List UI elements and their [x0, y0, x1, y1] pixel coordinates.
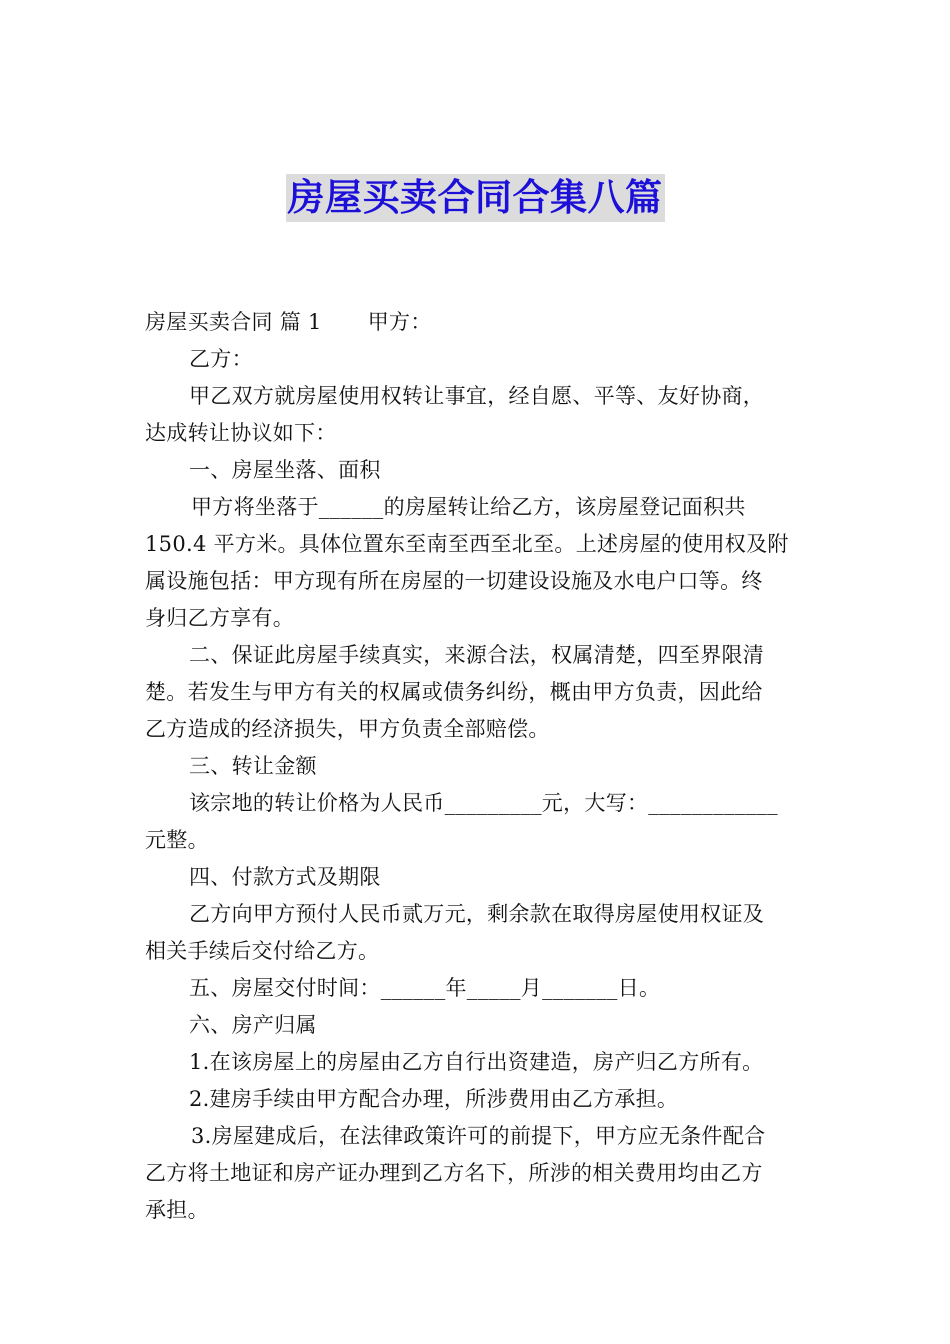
clause-heading: 六、房产归属 — [189, 1013, 317, 1037]
list-item: 1.在该房屋上的房屋由乙方自行出资建造，房产归乙方所有。 — [189, 1050, 764, 1074]
paragraph-line: 达成转让协议如下： — [145, 421, 337, 445]
list-item: 3.房屋建成后，在法律政策许可的前提下，甲方应无条件配合 — [191, 1124, 766, 1148]
paragraph-line: 属设施包括：甲方现有所在房屋的一切建设设施及水电户口等。终 — [145, 569, 763, 593]
paragraph-line: 相关手续后交付给乙方。 — [145, 939, 380, 963]
title-wrapper — [0, 174, 950, 222]
paragraph-line: 楚。若发生与甲方有关的权属或债务纠纷，概由甲方负责，因此给 — [145, 680, 763, 704]
clause-heading: 三、转让金额 — [189, 754, 317, 778]
party-b-label: 乙方： — [189, 347, 253, 371]
clause-paragraph: 五、房屋交付时间：______年_____月_______日。 — [189, 976, 661, 1000]
clause-paragraph: 二、保证此房屋手续真实，来源合法，权属清楚，四至界限清 — [189, 643, 765, 667]
paragraph-line: 150.4 平方米。具体位置东至南至西至北至。上述房屋的使用权及附 — [145, 532, 789, 556]
clause-heading: 一、房屋坐落、面积 — [189, 458, 381, 482]
paragraph-line: 乙方将土地证和房产证办理到乙方名下，所涉的相关费用均由乙方 — [145, 1161, 763, 1185]
clause-heading: 四、付款方式及期限 — [189, 865, 381, 889]
section-heading-line — [145, 304, 809, 341]
party-a-label: 甲方： — [367, 310, 432, 334]
section-heading: 房屋买卖合同 篇 1 — [145, 310, 322, 334]
paragraph-line: 甲乙双方就房屋使用权转让事宜，经自愿、平等、友好协商， — [189, 384, 765, 408]
list-item: 2.建房手续由甲方配合办理，所涉费用由乙方承担。 — [189, 1087, 679, 1111]
paragraph-line: 身归乙方享有。 — [145, 606, 295, 630]
document-title: 房屋买卖合同合集八篇 — [286, 174, 665, 222]
paragraph-line: 该宗地的转让价格为人民币_________元，大写：____________ — [189, 791, 778, 815]
paragraph-line: 甲方将坐落于______的房屋转让给乙方，该房屋登记面积共 — [191, 495, 746, 519]
document-body — [145, 304, 809, 1229]
paragraph-line: 乙方造成的经济损失，甲方负责全部赔偿。 — [145, 717, 550, 741]
paragraph-line: 承担。 — [145, 1198, 209, 1222]
paragraph-line: 元整。 — [145, 828, 209, 852]
paragraph-line: 乙方向甲方预付人民币贰万元，剩余款在取得房屋使用权证及 — [189, 902, 765, 926]
